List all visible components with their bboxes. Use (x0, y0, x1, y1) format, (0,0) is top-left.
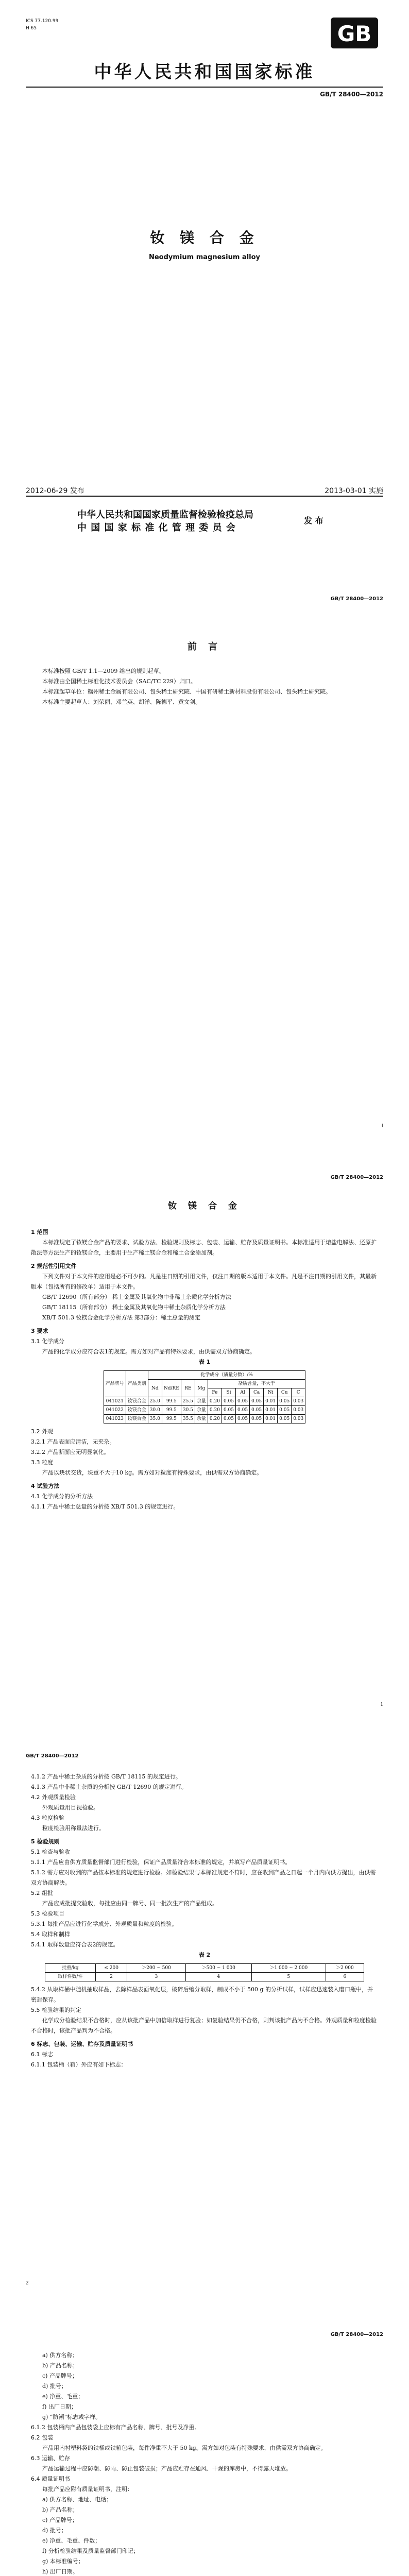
content-page-2 (0, 1736, 409, 2314)
subsection-heading: 4.2 外观质量检验 (31, 1794, 76, 1801)
paragraph: 化学成分检验结果不合格时，应从该批产品中加倍取样进行复验；如复验结果仍不合格，则判该批产品为不合格。外观质量和粒度检验不合格时，该批产品判为不合格。 (31, 2017, 377, 2034)
table-header: ＞2 000 (326, 1964, 364, 1973)
paragraph: 每批产品应附有质量证明书，注明： (42, 2486, 133, 2493)
table-cell: 0.03 (292, 1406, 305, 1415)
table-cell: 4 (185, 1973, 251, 1981)
subsection-heading: 6.3 运输、贮存 (31, 2455, 70, 2462)
list-item: c) 产品牌号； (42, 2517, 78, 2523)
ics-code: ICS 77.120.99 (26, 19, 59, 24)
document-title-en: Neodymium magnesium alloy (148, 253, 261, 261)
foreword-title: 前 言 (187, 641, 222, 652)
list-item: f) 分析检验结果及质量监督部门印记； (42, 2548, 139, 2554)
paragraph: 产品运输过程中应防潮、防雨、防止包装破损；产品应贮存在通风、干燥的库房中，不得露天堆放。 (42, 2465, 292, 2472)
foreword-line: 本标准主要起草人：刘荣丽、邓兰英、胡洋、陈德平、黄文剑。 (42, 699, 201, 705)
paragraph: 4.1.1 产品中稀土总量的分析按 XB/T 501.3 的规定进行。 (31, 1503, 179, 1510)
list-item: e) 净重、毛重、件数； (42, 2537, 101, 2544)
running-header: GB/T 28400—2012 (330, 2332, 383, 2337)
table-cell: 余量 (195, 1406, 208, 1415)
table-cell: 钕镁合金 (126, 1397, 148, 1406)
table-header: ＞1 000 ~ 2 000 (252, 1964, 326, 1973)
table-header: Ca (250, 1388, 264, 1397)
subsection-heading: 3.1 化学成分 (31, 1338, 64, 1345)
table-header: Fe (208, 1388, 221, 1397)
section-heading: 4 试验方法 (31, 1483, 60, 1489)
gb-logo-text: GB (337, 21, 372, 46)
subsection-heading: 3.2 外观 (31, 1428, 53, 1435)
paragraph: 产品以块状交货，块重不大于10 kg。需方如对粒度有特殊要求，由供需双方协商确定。 (42, 1469, 263, 1476)
content-page-3 (0, 2314, 409, 2576)
list-item: a) 供方名称、地址、电话； (42, 2496, 112, 2503)
table-cell: 0.03 (292, 1415, 305, 1423)
table-cell: 0.01 (264, 1397, 278, 1406)
table-row (45, 1973, 364, 1981)
page-number: 1 (380, 1702, 383, 1707)
table-header: ≤ 200 (95, 1964, 127, 1973)
paragraph: 下列文件对于本文件的应用是必不可少的。凡是注日期的引用文件，仅注日期的版本适用于本文件。凡是不注日期的引用文件，其最新版本（包括所有的修改单）适用于本文件。 (31, 1273, 377, 1290)
subsection-heading: 6.1 标志 (31, 2051, 53, 2058)
paragraph: 粒度检验用称量法进行。 (42, 1825, 105, 1832)
main-body-2 (31, 1772, 378, 2070)
table-cell: 0.05 (236, 1397, 250, 1406)
table-cell: 0.05 (250, 1397, 264, 1406)
foreword-page (0, 579, 409, 1157)
cover-bottom-rule (26, 496, 383, 497)
table-row (104, 1415, 305, 1423)
subsection-heading: 5.1 检查与验收 (31, 1849, 70, 1855)
paragraph: 4.1.2 产品中稀土杂质的分析按 GB/T 18115 的规定进行。 (31, 1773, 181, 1780)
table-cell: 0.05 (221, 1406, 235, 1415)
table-cell: 041023 (104, 1415, 126, 1423)
paragraph: 3.2.1 产品表面应清洁，无夹杂。 (31, 1438, 115, 1445)
list-item: d) 批号； (42, 2527, 67, 2534)
table-cell: 25.5 (181, 1397, 195, 1406)
implement-date: 2013-03-01 实施 (325, 487, 383, 495)
page-number: I (381, 1124, 383, 1129)
content-page-1 (0, 1157, 409, 1736)
table-cell: 35.5 (181, 1415, 195, 1423)
table-cell: 0.05 (221, 1397, 235, 1406)
table-title: 表 1 (198, 1359, 211, 1365)
table-cell: 99.5 (162, 1397, 181, 1406)
subsection-heading: 5.5 检验结果的判定 (31, 2007, 81, 2013)
table-header: ＞500 ~ 1 000 (185, 1964, 251, 1973)
list-item: g) 本标准编号； (42, 2558, 84, 2565)
section-heading: 6 标志、包装、运输、贮存及质量证明书 (31, 2041, 133, 2047)
table-cell: 取样件数/件 (45, 1973, 96, 1981)
table-cell: 0.05 (278, 1406, 292, 1415)
table-cell: 30.5 (181, 1406, 195, 1415)
paragraph: 产品应成批提交验收，每批应由同一牌号、同一批次生产的产品组成。 (42, 1900, 218, 1907)
table-cell: 0.05 (221, 1415, 235, 1423)
table-header: Nd/RE (162, 1380, 181, 1397)
paragraph: 5.1.2 需方应对收到的产品按本标准的规定进行检验。如检验结果与本标准规定不符时，应在收到产品之日起一个月内向供方提出，由供需双方协商解决。 (31, 1869, 376, 1886)
paragraph: 3.2.2 产品断面应无明显氧化。 (31, 1449, 110, 1455)
table-header: Si (221, 1388, 235, 1397)
reference-item: GB/T 18115（所有部分） 稀土金属及其氧化物中稀土杂质化学分析方法 (42, 1304, 226, 1311)
ccs-code: H 65 (26, 26, 37, 31)
document-title-cn: 钕 镁 合 金 (150, 229, 259, 246)
table-cell: 0.05 (236, 1406, 250, 1415)
paragraph: 6.1.2 包装桶内产品包装袋上应标有产品名称、牌号、批号及净重。 (31, 2424, 200, 2431)
publish-label: 发 布 (304, 516, 323, 526)
table-row (104, 1397, 305, 1406)
country-standard-title: 中华人民共和国国家标准 (94, 62, 315, 82)
list-item: h) 出厂日期。 (42, 2568, 78, 2575)
table-cell: 5 (252, 1973, 326, 1981)
issuing-org-2: 中 国 国 家 标 准 化 管 理 委 员 会 (77, 522, 236, 533)
table-header: ＞200 ~ 500 (127, 1964, 185, 1973)
table-cell: 钕镁合金 (126, 1406, 148, 1415)
section-heading: 3 要求 (31, 1328, 48, 1334)
table-cell: 0.01 (264, 1406, 278, 1415)
table-cell: 6 (326, 1973, 364, 1981)
table-cell: 0.03 (292, 1397, 305, 1406)
table-header: 化学成分（质量分数）/% (148, 1371, 305, 1380)
table-cell: 余量 (195, 1397, 208, 1406)
paragraph: 5.4.1 取样数量应符合表2的规定。 (31, 1941, 119, 1948)
foreword-line: 本标准由全国稀土标准化技术委员会（SAC/TC 229）归口。 (42, 678, 196, 685)
running-header: GB/T 28400—2012 (330, 1175, 383, 1180)
list-item: f) 出厂日期； (42, 2403, 77, 2410)
table-cell: 041021 (104, 1397, 126, 1406)
table-header: 批重/kg (45, 1964, 96, 1973)
subsection-heading: 4.3 粒度检验 (31, 1815, 64, 1821)
composition-table (104, 1370, 305, 1423)
table-cell: 0.05 (278, 1415, 292, 1423)
main-title: 钕 镁 合 金 (168, 1201, 241, 1211)
table-header: Mg (195, 1380, 208, 1397)
list-item: e) 净重、毛重； (42, 2393, 84, 2400)
foreword-body (31, 666, 378, 707)
table-cell: 余量 (195, 1415, 208, 1423)
running-header: GB/T 28400—2012 (330, 596, 383, 602)
list-item: b) 产品名称； (42, 2506, 78, 2513)
table-header: 杂质含量，不大于 (208, 1380, 305, 1388)
table-cell: 041022 (104, 1406, 126, 1415)
table-cell: 0.20 (208, 1415, 221, 1423)
section-heading: 2 规范性引用文件 (31, 1263, 77, 1269)
table-header: Al (236, 1388, 250, 1397)
foreword-line: 本标准按照 GB/T 1.1—2009 给出的规则起草。 (42, 668, 165, 674)
list-item: c) 产品牌号； (42, 2372, 78, 2379)
table-header: 产品牌号 (104, 1371, 126, 1397)
table-row (104, 1406, 305, 1415)
paragraph: 5.1.1 产品应由供方质量监督部门进行检验，保证产品质量符合本标准的规定，并填写产品质量证明书。 (31, 1859, 291, 1866)
table-cell: 0.20 (208, 1397, 221, 1406)
gb-logo-icon (330, 15, 379, 50)
table-title: 表 2 (198, 1952, 211, 1958)
list-item: g) “防潮”标志或字样。 (42, 2414, 101, 2420)
page-number: 2 (26, 2281, 29, 2286)
table-cell: 3 (127, 1973, 185, 1981)
reference-item: XB/T 501.3 钕镁合金化学分析方法 第3部分：稀土总量的测定 (42, 1314, 200, 1321)
table-cell: 25.0 (148, 1397, 162, 1406)
table-cell: 99.5 (162, 1415, 181, 1423)
section-heading: 1 范围 (31, 1229, 48, 1235)
table-cell: 0.05 (236, 1415, 250, 1423)
subsection-heading: 4.1 化学成分的分析方法 (31, 1493, 93, 1500)
table-header: RE (181, 1380, 195, 1397)
running-header: GB/T 28400—2012 (26, 1753, 79, 1759)
table-cell: 0.01 (264, 1415, 278, 1423)
section-heading: 5 检验规则 (31, 1838, 60, 1845)
paragraph: 产品用内衬塑料袋的铁桶或铁箱包装，每件净重不大于 50 kg。需方如对包装有特殊要求，由供需双方协商确定。 (42, 2445, 327, 2451)
table-cell: 钕镁合金 (126, 1415, 148, 1423)
paragraph: 5.3.1 每批产品应进行化学成分、外观质量和粒度的检验。 (31, 1921, 178, 1927)
table-cell: 0.05 (250, 1406, 264, 1415)
table-header: C (292, 1388, 305, 1397)
table-cell: 2 (95, 1973, 127, 1981)
paragraph: 外观质量用目视检验。 (42, 1804, 99, 1811)
table-header: Nd (148, 1380, 162, 1397)
table-cell: 0.05 (250, 1415, 264, 1423)
sampling-table (45, 1963, 364, 1981)
table-cell: 0.20 (208, 1406, 221, 1415)
paragraph: 4.1.3 产品中非稀土杂质的分析按 GB/T 12690 的规定进行。 (31, 1784, 187, 1790)
table-header: Cu (278, 1388, 292, 1397)
list-item: b) 产品名称； (42, 2362, 78, 2369)
standard-number: GB/T 28400—2012 (320, 91, 383, 98)
cover-page (0, 0, 409, 579)
list-item: a) 供方名称； (42, 2352, 78, 2359)
subsection-heading: 6.4 质量证明书 (31, 2476, 70, 2482)
table-cell: 99.5 (162, 1406, 181, 1415)
table-cell: 30.0 (148, 1406, 162, 1415)
table-header: Ni (264, 1388, 278, 1397)
table-cell: 35.0 (148, 1415, 162, 1423)
subsection-heading: 5.4 取样和制样 (31, 1931, 70, 1938)
issuing-org-1: 中华人民共和国国家质量监督检验检疫总局 (77, 510, 253, 520)
subsection-heading: 5.3 检验项目 (31, 1910, 64, 1917)
subsection-heading: 6.2 包装 (31, 2434, 53, 2441)
subsection-heading: 5.2 组批 (31, 1890, 53, 1896)
paragraph: 本标准规定了钕镁合金产品的要求、试验方法、检验规则及标志、包装、运输、贮存及质量证明书。本标准适用于熔盐电解法、还原扩散法等方法生产的钕镁合金，主要用于生产稀土镁合金和稀土合金添加剂。 (31, 1239, 377, 1256)
issue-date: 2012-06-29 发布 (26, 487, 84, 495)
main-body (31, 1224, 378, 1512)
foreword-line: 本标准起草单位：赣州稀土金属有限公司、包头稀土研究院、中国有研稀土新材料股份有限公司、包头稀土研究院。 (42, 688, 331, 695)
table-cell: 0.05 (278, 1397, 292, 1406)
subsection-heading: 3.3 粒度 (31, 1459, 53, 1466)
paragraph: 6.1.1 包装桶（箱）外应有如下标志： (31, 2061, 127, 2068)
list-item: d) 批号； (42, 2383, 67, 2389)
main-body-3 (31, 2350, 378, 2576)
reference-item: GB/T 12690（所有部分） 稀土金属及其氧化物中非稀土杂质化学分析方法 (42, 1294, 231, 1300)
paragraph: 5.4.2 从取样桶中随机抽取样品，去除样品表面氧化层，破碎后缩分取样，制成不小于 500 g 的分析试样，试样应迅速装入磨口瓶中，并密封保存。 (31, 1986, 373, 2003)
paragraph: 产品的化学成分应符合表1的规定。需方如对产品有特殊要求，由供需双方协商确定。 (42, 1348, 255, 1355)
table-header: 产品类别 (126, 1371, 148, 1397)
cover-top-rule (26, 87, 383, 88)
